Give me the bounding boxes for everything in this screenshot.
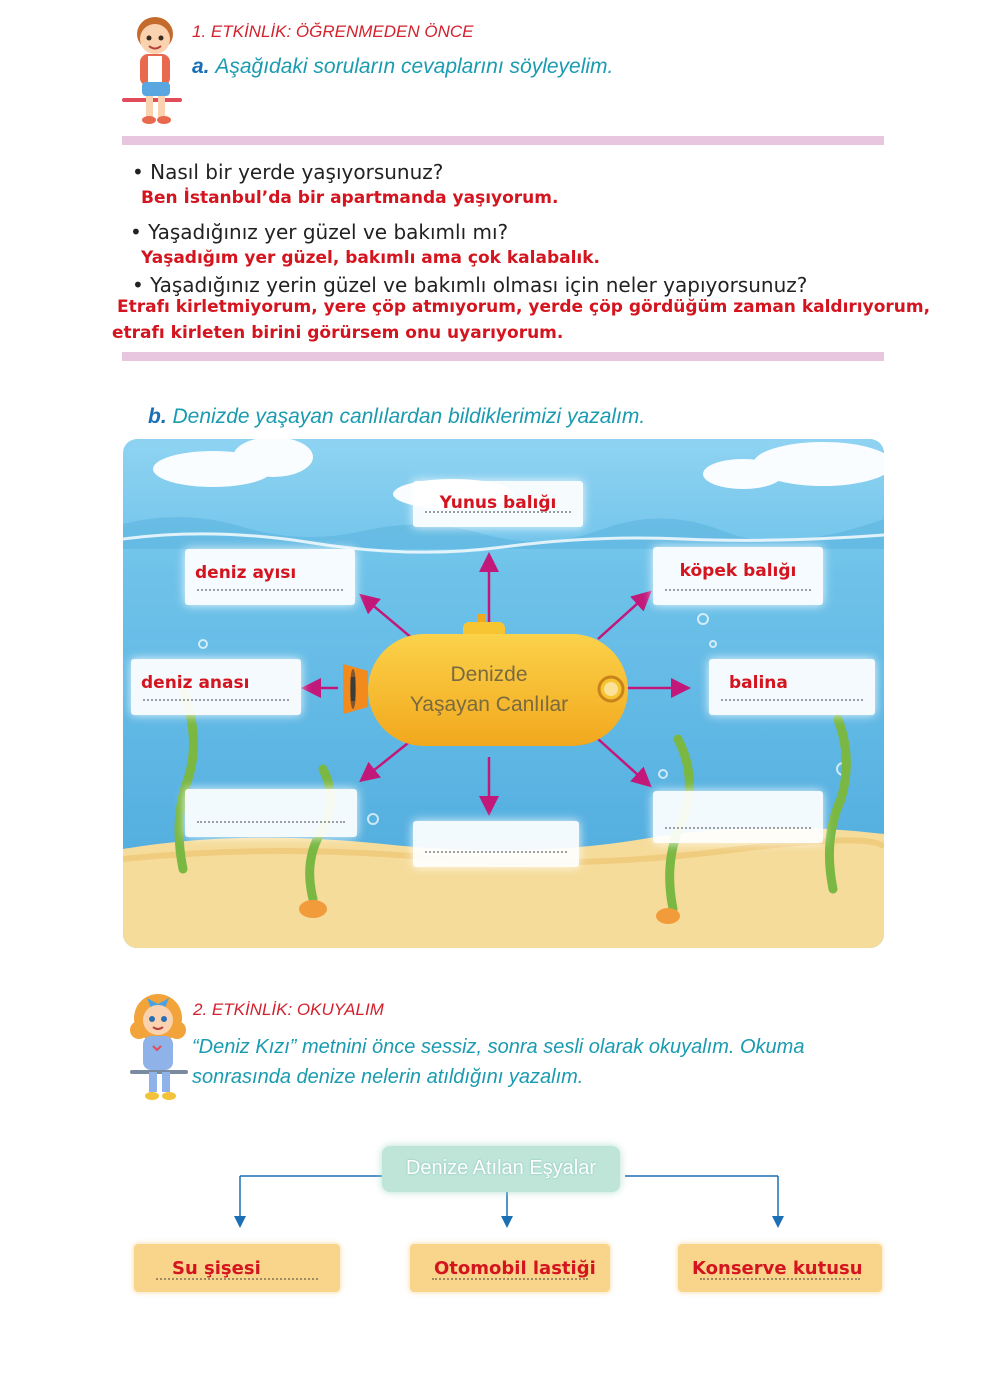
question-2 [130, 220, 508, 244]
boy-character-illustration [122, 12, 192, 127]
activity2-label: 2. ETKİNLİK: OKUYALIM [193, 1000, 384, 1019]
question-3 [132, 273, 807, 297]
a-instruction-text: Aşağıdaki soruların cevaplarını söyleyelim. [215, 55, 614, 78]
a-letter: a. [192, 55, 210, 78]
pink-divider-top [122, 136, 884, 145]
dotted-line [700, 1278, 860, 1280]
b-instruction-text: Denizde yaşayan canlılardan bildiklerimizi yazalım. [172, 405, 646, 428]
item-1-text: Su şişesi [172, 1258, 261, 1279]
question-text: Yaşadığınız yerin güzel ve bakımlı olması için neler yapıyorsunuz? [150, 273, 808, 297]
activity2-instruction-line2: sonrasında denize nelerin atıldığını yazalım. [192, 1066, 584, 1088]
item-box-3[interactable] [678, 1244, 882, 1292]
answer-3-line2: etrafı kirleten birini görürsem onu uyarıyorum. [112, 323, 564, 343]
item-box-1[interactable] [134, 1244, 340, 1292]
submarine-label-line1: Denizde [450, 663, 528, 686]
activity2-instruction-line1: “Deniz Kızı” metnini önce sessiz, sonra sesli olarak okuyalım. Okuma [192, 1036, 805, 1058]
creature-top-left-text: deniz ayısı [195, 563, 297, 583]
pink-divider-bottom [122, 352, 884, 361]
dotted-line [721, 699, 863, 701]
b-letter: b. [148, 405, 167, 428]
creature-top-text: Yunus balığı [439, 493, 557, 513]
creature-box-top-right[interactable] [653, 547, 823, 605]
activity1-label: 1. ETKİNLİK: ÖĞRENMEDEN ÖNCE [192, 22, 474, 41]
creature-box-top-left[interactable] [185, 549, 355, 605]
creature-box-top[interactable] [413, 481, 583, 527]
bullet: • [130, 220, 142, 244]
answer-3-line1: Etrafı kirletmiyorum, yere çöp atmıyorum, yerde çöp gördüğüm zaman kaldırıyorum, [117, 297, 931, 317]
dotted-line [143, 699, 289, 701]
activity1-a-instruction [192, 55, 613, 79]
dotted-line [425, 511, 571, 513]
submarine-label-line2: Yaşayan Canlılar [409, 693, 569, 716]
item-3-text: Konserve kutusu [692, 1258, 863, 1279]
diagram-title-box [382, 1146, 620, 1192]
creature-top-right-text: köpek balığı [679, 561, 797, 581]
diagram-title: Denize Atılan Eşyalar [405, 1157, 597, 1179]
question-text: Yaşadığınız yer güzel ve bakımlı mı? [148, 220, 509, 244]
creature-box-bottom-left[interactable] [185, 789, 357, 837]
dotted-line [665, 589, 811, 591]
activity1-b-instruction [148, 405, 645, 429]
dotted-line [197, 589, 343, 591]
dotted-line [156, 1278, 318, 1280]
answer-1: Ben İstanbul’da bir apartmanda yaşıyorum. [141, 188, 559, 208]
creature-left-text: deniz anası [141, 673, 250, 693]
question-1 [132, 160, 443, 184]
item-box-2[interactable] [410, 1244, 610, 1292]
creature-box-right[interactable] [709, 659, 875, 715]
dotted-line [425, 851, 567, 853]
dotted-line [665, 827, 811, 829]
sea-scene [123, 439, 884, 948]
bullet: • [132, 160, 144, 184]
dotted-line [432, 1278, 588, 1280]
creature-box-left[interactable] [131, 659, 301, 715]
creature-box-bottom-right[interactable] [653, 791, 823, 843]
creature-box-bottom[interactable] [413, 821, 579, 867]
girl-character-illustration [125, 990, 195, 1105]
question-text: Nasıl bir yerde yaşıyorsunuz? [150, 160, 444, 184]
dotted-line [197, 821, 345, 823]
answer-2: Yaşadığım yer güzel, bakımlı ama çok kalabalık. [141, 248, 600, 268]
bullet: • [132, 273, 144, 297]
item-2-text: Otomobil lastiği [434, 1258, 596, 1279]
creature-right-text: balina [729, 673, 788, 693]
